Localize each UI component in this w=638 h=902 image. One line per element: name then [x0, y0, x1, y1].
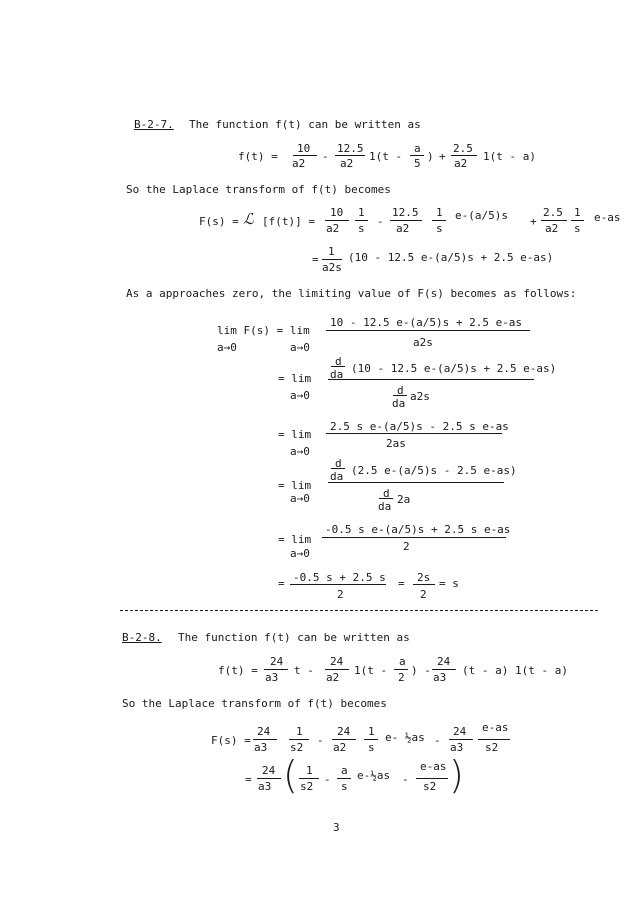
limit-subscript: a→0	[290, 492, 310, 505]
numerator: 10	[330, 206, 344, 219]
numerator: 24	[437, 655, 451, 668]
close-paren: ) -	[411, 664, 431, 677]
page-number: 3	[333, 821, 340, 834]
denominator: 2	[398, 671, 405, 684]
limit-expression: lim F(s) = lim	[217, 324, 310, 337]
denominator: a2	[326, 671, 340, 684]
derivative-d: d	[383, 487, 390, 500]
denominator: 2as	[386, 437, 406, 450]
denominator: a3	[258, 780, 272, 793]
limit-subscript: a→0	[290, 341, 310, 354]
intro-text: The function f(t) can be written as	[178, 631, 410, 644]
section-divider	[120, 610, 598, 611]
denominator: a3	[433, 671, 447, 684]
denominator: a3	[265, 671, 279, 684]
equals-sign: =	[398, 577, 405, 590]
numerator: 1	[296, 725, 303, 738]
transform-arg: [f(t)] =	[262, 215, 315, 228]
numerator: 24	[330, 655, 344, 668]
numerator: 2.5	[543, 206, 563, 219]
expression: (10 - 12.5 e-(a/5)s + 2.5 e-as)	[348, 251, 554, 264]
numerator: 1	[436, 206, 443, 219]
eq-lhs: F(s) =	[211, 734, 251, 747]
derivative-da: da	[330, 368, 344, 381]
derivative-da: da	[378, 500, 392, 513]
laplace-operator: ℒ	[243, 210, 254, 228]
denominator: a3	[450, 741, 464, 754]
denominator: a2	[333, 741, 347, 754]
derivative-d: d	[397, 384, 404, 397]
numerator: 24	[262, 764, 276, 777]
limit-expression: = lim	[278, 428, 312, 441]
derivative-d: d	[335, 457, 342, 470]
denominator: s2	[300, 780, 314, 793]
numerator: 1	[358, 206, 365, 219]
limit-expression: = lim	[278, 479, 312, 492]
limit-expression: = lim	[278, 533, 312, 546]
denominator: a2s	[413, 336, 433, 349]
minus-sign: -	[322, 150, 329, 163]
minus-sign: -	[317, 734, 324, 747]
derivative-da: da	[330, 470, 344, 483]
numerator: (10 - 12.5 e-(a/5)s + 2.5 e-as)	[351, 362, 557, 375]
minus-sign: -	[402, 773, 409, 786]
numerator: 10 - 12.5 e-(a/5)s + 2.5 e-as	[330, 316, 523, 329]
close-paren: )	[427, 150, 434, 163]
denominator: s	[358, 222, 365, 235]
numerator: 1	[368, 725, 375, 738]
denominator: 2	[337, 588, 344, 601]
numerator: 1	[574, 206, 581, 219]
equals-sign: =	[312, 253, 319, 266]
denominator: 2	[420, 588, 427, 601]
minus-sign: -	[434, 734, 441, 747]
exp-term: e-as	[594, 211, 621, 224]
numerator: 24	[270, 655, 284, 668]
derivative-d: d	[335, 355, 342, 368]
denominator: s2	[485, 741, 499, 754]
denominator: a2	[326, 222, 340, 235]
numerator: a	[414, 142, 421, 155]
result-value: = s	[439, 577, 459, 590]
numerator: -0.5 s e-(a/5)s + 2.5 s e-as	[325, 523, 511, 536]
numerator: e-as	[482, 721, 509, 734]
intro-text: The function f(t) can be written as	[189, 118, 421, 131]
minus-sign: -	[377, 215, 384, 228]
denominator: 2a	[397, 493, 411, 506]
problem-label-b-2-8: B-2-8.	[122, 631, 162, 644]
numerator: 24	[337, 725, 351, 738]
numerator: 1	[306, 764, 313, 777]
denominator: a2	[292, 157, 306, 170]
equals-sign: =	[278, 577, 285, 590]
limit-subscript: a→0	[290, 547, 310, 560]
equals-sign: =	[245, 773, 252, 786]
denominator: a2	[545, 222, 559, 235]
step-term: 1(t -	[369, 150, 403, 163]
denominator: 2	[403, 540, 410, 553]
numerator: 2.5	[453, 142, 473, 155]
limit-subscript: a→0	[217, 341, 237, 354]
limit-subscript: a→0	[290, 445, 310, 458]
body-text: So the Laplace transform of f(t) becomes	[126, 183, 391, 196]
exp-term: e-½as	[357, 769, 391, 782]
plus-sign: +	[439, 150, 446, 163]
step-term: 1(t -	[354, 664, 388, 677]
numerator: 2.5 s e-(a/5)s - 2.5 s e-as	[330, 420, 509, 433]
denominator: s	[574, 222, 581, 235]
limit-expression: = lim	[278, 372, 312, 385]
numerator: a	[341, 764, 348, 777]
eq-lhs: F(s) =	[199, 215, 239, 228]
body-text: So the Laplace transform of f(t) becomes	[122, 697, 387, 710]
left-paren: (	[283, 753, 298, 797]
denominator: a2	[396, 222, 410, 235]
denominator: s2	[423, 780, 437, 793]
step-term: (t - a) 1(t - a)	[462, 664, 568, 677]
numerator: (2.5 e-(a/5)s - 2.5 e-as)	[351, 464, 517, 477]
denominator: a2	[340, 157, 354, 170]
numerator: 12.5	[337, 142, 364, 155]
derivative-da: da	[392, 397, 406, 410]
numerator: a	[399, 655, 406, 668]
eq-lhs: f(t) =	[238, 150, 278, 163]
denominator: a3	[254, 741, 268, 754]
denominator: a2s	[322, 261, 342, 274]
numerator: 10	[297, 142, 311, 155]
numerator: 1	[328, 245, 335, 258]
problem-label-b-2-7: B-2-7.	[134, 118, 174, 131]
denominator: 5	[414, 157, 421, 170]
plus-sign: +	[530, 215, 537, 228]
numerator: 2s	[417, 571, 431, 584]
numerator: 24	[453, 725, 467, 738]
denominator: s	[341, 780, 348, 793]
body-text: As a approaches zero, the limiting value of F(s) becomes as follows:	[126, 287, 577, 300]
eq-lhs: f(t) =	[218, 664, 258, 677]
numerator: 24	[257, 725, 271, 738]
minus-sign: -	[324, 773, 331, 786]
step-term: 1(t - a)	[483, 150, 536, 163]
limit-subscript: a→0	[290, 389, 310, 402]
denominator: s	[368, 741, 375, 754]
exp-term: e- ½as	[385, 731, 425, 744]
numerator: 12.5	[392, 206, 419, 219]
right-paren: )	[449, 753, 464, 797]
numerator: -0.5 s + 2.5 s	[293, 571, 386, 584]
exp-term: e-(a/5)s	[455, 209, 508, 222]
numerator: e-as	[420, 760, 447, 773]
denominator: a2	[454, 157, 468, 170]
denominator: s	[436, 222, 443, 235]
term: t -	[294, 664, 314, 677]
denominator: a2s	[410, 390, 430, 403]
denominator: s2	[290, 741, 304, 754]
